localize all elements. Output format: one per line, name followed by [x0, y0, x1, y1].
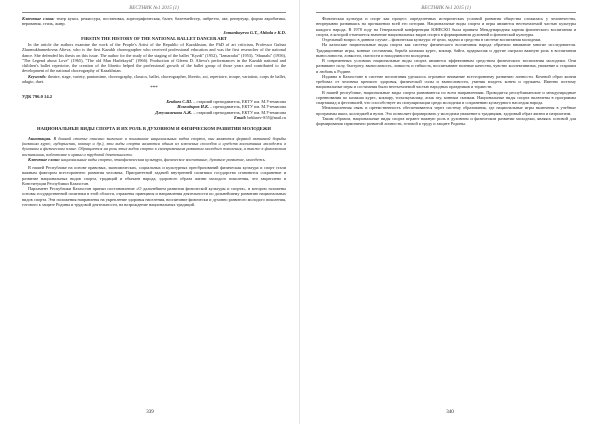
author-email-row [22, 115, 286, 120]
body-paragraph: В современных условиях национальные виды спорта являются эффективным средством физического воспитания молодежи. Они развивают силу, быстроту, выносливость, ловкость и гибкость, воспитывают волевые качества, чувство коллективизма, уважение к старшим и любовь к Родине. [316, 58, 576, 74]
author-affiliation: – старший преподаватель, ЕКТУ им. М.Утемисова [193, 109, 286, 115]
author-affiliation: – старший преподаватель, ЕКТУ им. М.Утемисова [193, 99, 286, 104]
annotation [22, 136, 286, 157]
author-name: Искендиров И.К. [177, 104, 210, 110]
left-running-header: ВЕСТНИК №1 2015 (1) [129, 6, 179, 11]
body-paragraph: На казахские национальные виды спорта как систему физического воспитания народа обратили внимание многие исследователи. Традиционные игры, конные состязания, борьба казакша курес, кокпар, байга, аударыспак и другие сыграли важную роль в воспитании выносливости, ловкости, смелости и находчивости молодежи. [316, 42, 576, 58]
annotation-label: Аннотация. [28, 135, 52, 141]
keywords-ru [22, 16, 286, 27]
body-paragraph: Межпоколенная связь и преемственность обеспечиваются через систему образования, где национальные игры включены в учебные программы школ, колледжей и вузов. Это позволяет формировать у молодежи уважение к традициям, здоровый образ жизни и патриотизм. [316, 105, 576, 116]
keywords-ru-2-text: национальные виды спорта, этнофизическая культура, физическое воспитание, духовное развитие, молодежь. [61, 156, 266, 162]
right-running-header: ВЕСТНИК №1 2015 (1) [421, 6, 471, 11]
title-en: FIRSTIN THE HISTORY OF THE NATIONAL BALLET DANCER ART [81, 35, 227, 41]
author-list [22, 99, 286, 120]
body-paragraph: Физическая культура и спорт как процесс определенных исторических условий развития общества сложилась у человечества, непрерывно развиваясь на протяжении всей его истории. Национальные виды спорта и игры являются неотъемлемой частью культуры каждого народа. В 1978 году на Генеральной конференции ЮНЕСКО была принята Международная хартия физического воспитания и спорта, в которой отмечается значение национальных видов спорта в формировании духовной и физической культуры. [316, 16, 576, 37]
email-label: Email: [234, 114, 247, 120]
abstract-en: In the article the authors examine the work of the People's Artist of the Republic of Kazakhstan, the PhD of art criticism, Professor Gulnar Zharmukhamedovna Alieva, who is the first Kazakh choreographer who received professional education and was the first researcher of the national dance. She defended his thesis on this issue. The author for the study of the staging of the ballet "Kyzdi" (1952), "Izmaradai" (1953), "Shunalu" (1956), "The Legend about Love" (1965), "The old Man Harlekayid" (1966). Production of Gleem D. Alieva's performances in the Kazakh national and children's ballet repertoire, the creation of the libretto helped the professional growth of the ballet group of those years and contributed to the development of the national choreography of Kazakhstan. [22, 42, 286, 74]
body-paragraph: В нашей республике, национальные виды спорта развиваются по всем направлениям. Проводятся республиканские и международные соревнования по казакша курес, кокпару, тогызкумалаку, асык ату, конным скачкам. Национальные виды спорта включены в программы спартакиад и фестивалей, что способствует их популяризации среди молодежи и сохранению культурного наследия народа. [316, 89, 576, 105]
left-header-rule [22, 12, 286, 13]
body-paragraph: Издавна в Казахстане в системе воспитания уделялось огромное внимание всестороннему развитию личности. Кочевой образ жизни требовал от человека крепкого здоровья, физической силы и выносливости, умения владеть конем и оружием. Именно поэтому национальные игры и состязания были неотъемлемой частью народных праздников и торжеств. [316, 73, 576, 90]
right-header-rule [316, 12, 576, 13]
section-separator: *** [150, 86, 158, 91]
right-page [300, 0, 600, 424]
keywords-ru-text: театр кукол, режиссура, постановка, хореографическая, балет, балетмейстер, либретто, акт, репертуар, форма акробатика, верования, стиль, жанр. [22, 16, 286, 27]
body-paragraph: Отдельный вопрос в данном случае – физическая культура: её цели, задачи и средства в системе воспитания молодежи. [322, 37, 542, 42]
right-page-number: 340 [446, 410, 454, 415]
author-name: Бекбаев С.Ш. [166, 99, 193, 104]
annotation-text: В данной статье описано значение и понимание национальных видов спорта, они являются формой активной борьбы (казакша курес, аударыспак, кокпар и др.), эти виды спорта являются одним из ключевых способов и средств воспитания молодежи в духовном и физическом плане. Обращается на роль этих видов спорта в своевременном развитии молодого поколения, а также в физическом воспитании, подготовке к армии и трудовой деятельности. [22, 135, 286, 157]
body-paragraph: Парламент Республики Казахстан принял постановление «О дальнейшем развитии физической культуры и спорта», в котором заложены основы государственной политики в этой области, отражены принципы и направления деятельности по дальнейшему развитию национальных видов спорта. Эти положения направлены на укрепление здоровья населения, воспитание физически и духовно развитого молодого поколения, готового к защите Родины и трудовой деятельности, на возрождение национальных традиций. [22, 186, 286, 207]
body-paragraph: Таким образом, национальные виды спорта играют важную роль в духовном и физическом развитии молодежи, являясь основой для формирования гармонично развитой личности, готовой к труду и защите Родины. [316, 115, 576, 126]
udc-code: УДК 796.0 14.2 [22, 94, 53, 99]
author-name: Джумамекова А.Ж. [155, 109, 193, 115]
keywords-en-label: Keywords: [28, 73, 47, 79]
keywords-ru-2-label: Ключевые слова: [28, 156, 60, 162]
keywords-ru-label: Ключевые слова: [22, 16, 55, 21]
author-affiliation: – преподаватель, ЕКТУ им. М.Утемисова [210, 104, 286, 110]
keywords-en [22, 74, 286, 85]
body-paragraph: В нашей Республике на основе правовых, экономических, социальных и культурных преобразований физическая культура и спорт стали важным фактором всестороннего развития человека. Приоритетной задачей внутренней политики государства становится сохранение и развитие национальных видов спорта, традиций и обычаев народа, здорового образа жизни молодого поколения, что закреплено в Конституции Республики Казахстан. [22, 165, 286, 186]
keywords-ru-2 [22, 157, 286, 162]
title-ru: НАЦИОНАЛЬНЫЕ ВИДЫ СПОРТА И ИХ РОЛЬ В ДУХОВНОМ И ФИЗИЧЕСКОМ РАЗВИТИИ МОЛОДЕЖИ [37, 126, 271, 132]
email-address: bekbaev-S55@mail.ru [247, 114, 286, 120]
authors-en: Jomanbayeva G.T., Ahbala e K.D. [223, 29, 286, 35]
keywords-en-text: theatre, stage, variety, pantomime, choreography, classics, ballet, choreographer, libretto, act, repertoire, troupe, variation, corps de ballet, adagio, duet. [22, 73, 287, 84]
left-page-number: 339 [146, 410, 154, 415]
